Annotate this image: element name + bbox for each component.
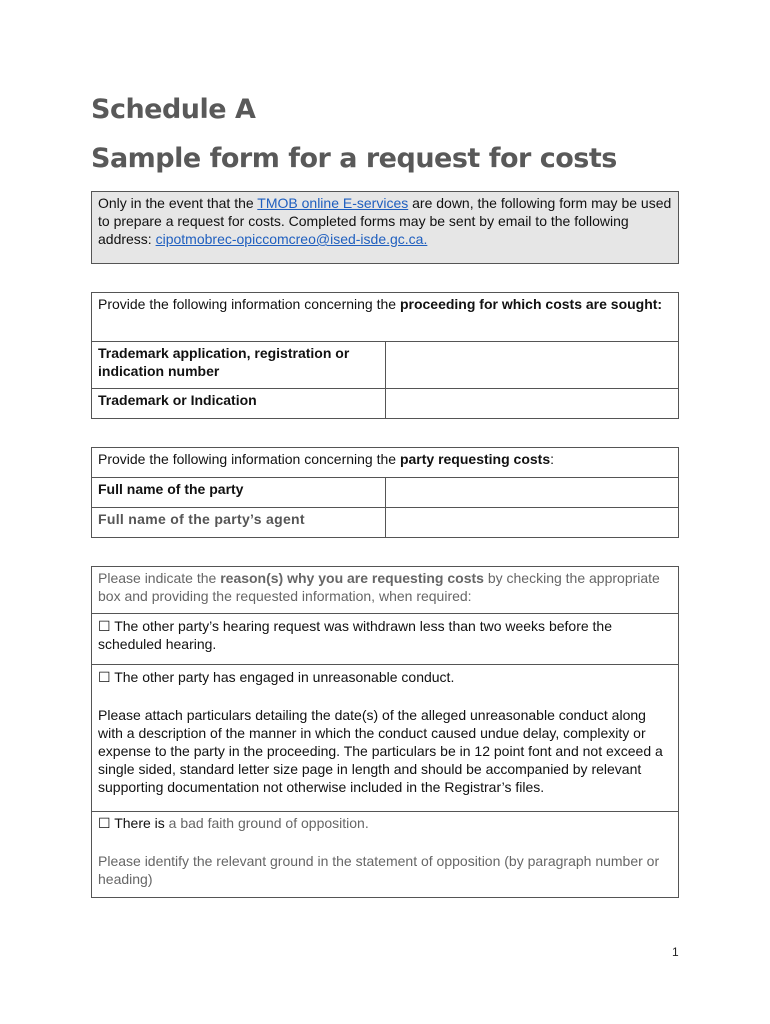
- agent-name-label: Full name of the party’s agent: [92, 508, 386, 538]
- party-header: [92, 448, 679, 478]
- reason-option-bad-faith: [91, 812, 679, 898]
- reasons-header-plain2: by checking the appropriate box and providing the requested information, when required:: [98, 570, 660, 604]
- reason-withdrawn-text: The other party’s hearing request was withdrawn less than two weeks before the scheduled hearing.: [98, 618, 612, 652]
- party-name-field[interactable]: [385, 478, 678, 508]
- party-table: [91, 447, 679, 538]
- proceeding-table: [91, 292, 679, 419]
- proceeding-header-plain: Provide the following information concerning the: [98, 296, 400, 312]
- party-header-plain: Provide the following information concerning the: [98, 451, 400, 467]
- party-header-bold: party requesting costs: [399, 451, 551, 467]
- reasons-header: [91, 566, 679, 614]
- trademark-label: Trademark or Indication: [92, 389, 386, 419]
- reason-bad-faith-text: a bad faith ground of opposition.: [164, 815, 369, 831]
- reason-option-unreasonable: [91, 665, 679, 812]
- checkbox-unreasonable[interactable]: ☐: [98, 669, 111, 685]
- trademark-number-label: Trademark application, registration or indication number: [92, 342, 386, 389]
- proceeding-header-bold: proceeding for which costs are sought:: [399, 296, 663, 312]
- reasons-section: [91, 566, 679, 898]
- party-name-label: Full name of the party: [92, 478, 386, 508]
- reason-bad-faith-detail: Please identify the relevant ground in the statement of opposition (by paragraph number or heading): [98, 853, 660, 887]
- proceeding-header: [92, 293, 679, 342]
- reasons-header-plain1: Please indicate the: [98, 570, 221, 586]
- reason-unreasonable-text: The other party has engaged in unreasonable conduct.: [114, 669, 455, 685]
- reason-unreasonable-detail: Please attach particulars detailing the date(s) of the alleged unreasonable conduct along with a description of the manner in which the conduct caused undue delay, complexity or expense to the party in the proceeding. The particulars be in 12 point font and not exceed a single sided, standard letter size page in length and should be accompanied by relevant supporting documentation not otherwise included in the Registrar’s files.: [98, 707, 663, 795]
- reason-option-withdrawn: [91, 614, 679, 665]
- agent-name-field[interactable]: [385, 508, 678, 538]
- party-header-end: :: [550, 451, 554, 467]
- checkbox-withdrawn[interactable]: ☐: [98, 618, 111, 634]
- email-link[interactable]: cipotmobrec-opiccomcreo@ised-isde.gc.ca.: [155, 231, 428, 247]
- schedule-title: Schedule A: [91, 94, 256, 125]
- intro-note: [91, 191, 679, 264]
- reason-bad-faith-prefix: There is: [114, 815, 165, 831]
- intro-text-before: Only in the event that the: [98, 195, 258, 211]
- trademark-number-field[interactable]: [385, 342, 678, 389]
- form-title: Sample form for a request for costs: [91, 143, 617, 174]
- tmob-eservices-link[interactable]: TMOB online E-services: [257, 195, 409, 211]
- intro-text-after: are down, the following form may be used to prepare a request for costs. Completed forms may be sent by email to the following address:: [98, 195, 672, 247]
- checkbox-bad-faith[interactable]: ☐: [98, 815, 111, 831]
- page-number: 1: [672, 945, 679, 959]
- reasons-header-bold: reason(s) why you are requesting costs: [220, 570, 484, 586]
- trademark-field[interactable]: [385, 389, 678, 419]
